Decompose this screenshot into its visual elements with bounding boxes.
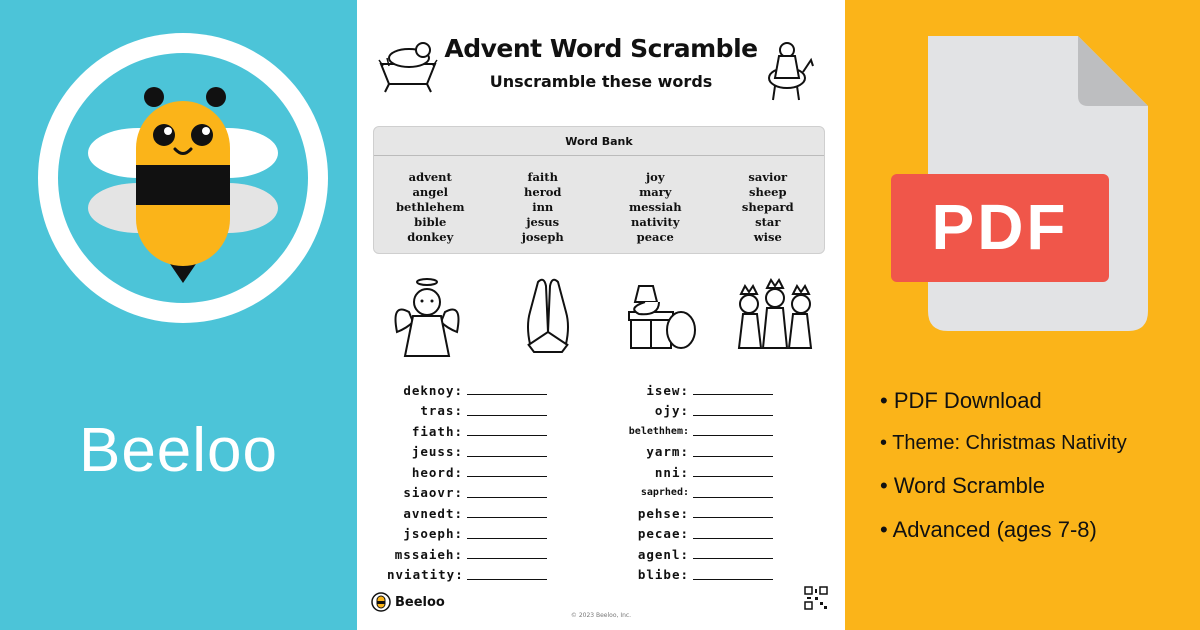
- scramble-row: [613, 401, 813, 422]
- word-bank-title: Word Bank: [374, 127, 824, 156]
- word-bank-word: bible: [414, 215, 447, 229]
- feature-item: • Word Scramble: [880, 473, 1046, 498]
- scramble-row: [387, 380, 587, 401]
- scramble-row: [613, 462, 813, 483]
- word-bank-word: star: [755, 215, 781, 229]
- scramble-row: [387, 565, 587, 586]
- qr-code-icon: [804, 586, 828, 610]
- praying-hands-icon: [508, 272, 588, 362]
- answer-line: [693, 467, 773, 477]
- word-bank-word: joseph: [521, 230, 564, 244]
- pdf-file-icon: [888, 36, 1148, 331]
- scramble-row: [387, 524, 587, 545]
- word-bank-word: angel: [412, 185, 449, 199]
- answer-line: [467, 529, 547, 539]
- scramble-row: [613, 380, 813, 401]
- word-bank-word: mary: [639, 185, 672, 199]
- bee-icon: [371, 592, 391, 612]
- gifts-icon: [619, 272, 699, 362]
- scrambled-word: belethhem:: [628, 425, 689, 437]
- worksheet-preview: [357, 0, 845, 630]
- word-bank-word: donkey: [407, 230, 454, 244]
- scramble-row: [613, 483, 813, 504]
- bee-logo-icon: [38, 33, 328, 323]
- feature-item: • PDF Download: [880, 388, 1042, 413]
- copyright: © 2023 Beeloo, Inc.: [570, 612, 632, 619]
- answer-line: [693, 385, 773, 395]
- scrambled-word: saprhed:: [640, 487, 689, 499]
- scrambled-word: fiath:: [411, 423, 463, 439]
- mary-donkey-icon: [761, 34, 817, 102]
- answer-line: [467, 385, 547, 395]
- worksheet-title: Advent Word Scramble: [444, 34, 758, 63]
- angel-icon: [387, 272, 467, 362]
- answer-line: [693, 488, 773, 498]
- scrambled-word: siaovr:: [403, 485, 463, 501]
- word-bank-word: messiah: [628, 200, 682, 214]
- feature-list: [880, 388, 1127, 561]
- scramble-row: [387, 544, 587, 565]
- scramble-row: [387, 503, 587, 524]
- scramble-row: [387, 401, 587, 422]
- word-bank-word: shepard: [741, 200, 794, 214]
- footer-logo: [371, 592, 445, 612]
- word-bank-word: herod: [524, 185, 562, 199]
- answer-line: [693, 406, 773, 416]
- scramble-row: [387, 421, 587, 442]
- word-bank-word: faith: [527, 170, 558, 184]
- scrambled-word: yarm:: [646, 444, 689, 460]
- scrambled-word: nni:: [654, 464, 689, 480]
- answer-line: [693, 570, 773, 580]
- answer-line: [467, 467, 547, 477]
- word-bank-column: [599, 170, 712, 245]
- word-bank-word: advent: [408, 170, 452, 184]
- feature-item: • Advanced (ages 7-8): [880, 517, 1097, 542]
- scramble-row: [613, 524, 813, 545]
- word-bank-column: [487, 170, 600, 245]
- scrambled-word: pehse:: [637, 505, 689, 521]
- answer-line: [693, 508, 773, 518]
- word-bank-word: savior: [748, 170, 788, 184]
- answer-line: [693, 426, 773, 436]
- scrambled-word: heord:: [411, 464, 463, 480]
- worksheet-subtitle: Unscramble these words: [489, 72, 713, 91]
- brand-panel: [0, 0, 357, 630]
- answer-line: [467, 570, 547, 580]
- word-bank-word: sheep: [748, 185, 787, 199]
- scramble-row: [387, 483, 587, 504]
- answer-line: [693, 549, 773, 559]
- info-panel: [845, 0, 1200, 630]
- answer-line: [467, 406, 547, 416]
- answer-line: [467, 508, 547, 518]
- scramble-list-left: [387, 380, 587, 585]
- scramble-row: [613, 421, 813, 442]
- brand-name: Beeloo: [78, 416, 279, 485]
- word-bank: [373, 126, 825, 254]
- scrambled-word: pecae:: [637, 526, 689, 542]
- scrambled-word: tras:: [420, 403, 463, 419]
- scramble-row: [387, 462, 587, 483]
- scrambled-word: blibe:: [637, 567, 689, 583]
- answer-line: [693, 447, 773, 457]
- scramble-row: [613, 442, 813, 463]
- scrambled-word: nviatity:: [387, 567, 464, 583]
- answer-line: [467, 549, 547, 559]
- answer-line: [467, 426, 547, 436]
- wise-men-icon: [735, 272, 815, 362]
- scramble-row: [387, 442, 587, 463]
- word-bank-word: peace: [636, 230, 674, 244]
- word-bank-word: joy: [645, 170, 665, 184]
- feature-item: • Theme: Christmas Nativity: [880, 432, 1127, 454]
- scrambled-word: jsoeph:: [403, 526, 463, 542]
- answer-line: [693, 529, 773, 539]
- scrambled-word: mssaieh:: [394, 546, 463, 562]
- answer-line: [467, 488, 547, 498]
- word-bank-word: wise: [753, 230, 782, 244]
- footer-brand: Beeloo: [395, 594, 445, 610]
- scramble-list-right: [613, 380, 813, 585]
- word-bank-column: [712, 170, 825, 245]
- scrambled-word: avnedt:: [403, 505, 463, 521]
- scrambled-word: deknoy:: [403, 382, 463, 398]
- scramble-row: [613, 565, 813, 586]
- scramble-row: [613, 544, 813, 565]
- word-bank-word: nativity: [630, 215, 680, 229]
- word-bank-column: [374, 170, 487, 245]
- word-bank-word: inn: [532, 200, 554, 214]
- scramble-row: [613, 503, 813, 524]
- scrambled-word: jeuss:: [411, 444, 463, 460]
- scrambled-word: ojy:: [654, 403, 689, 419]
- picture-row: [373, 272, 825, 362]
- word-bank-word: jesus: [526, 215, 560, 229]
- scrambled-word: agenl:: [637, 546, 689, 562]
- answer-line: [467, 447, 547, 457]
- word-bank-word: bethlehem: [395, 200, 465, 214]
- scrambled-word: isew:: [646, 382, 689, 398]
- pdf-badge-label: PDF: [931, 191, 1069, 263]
